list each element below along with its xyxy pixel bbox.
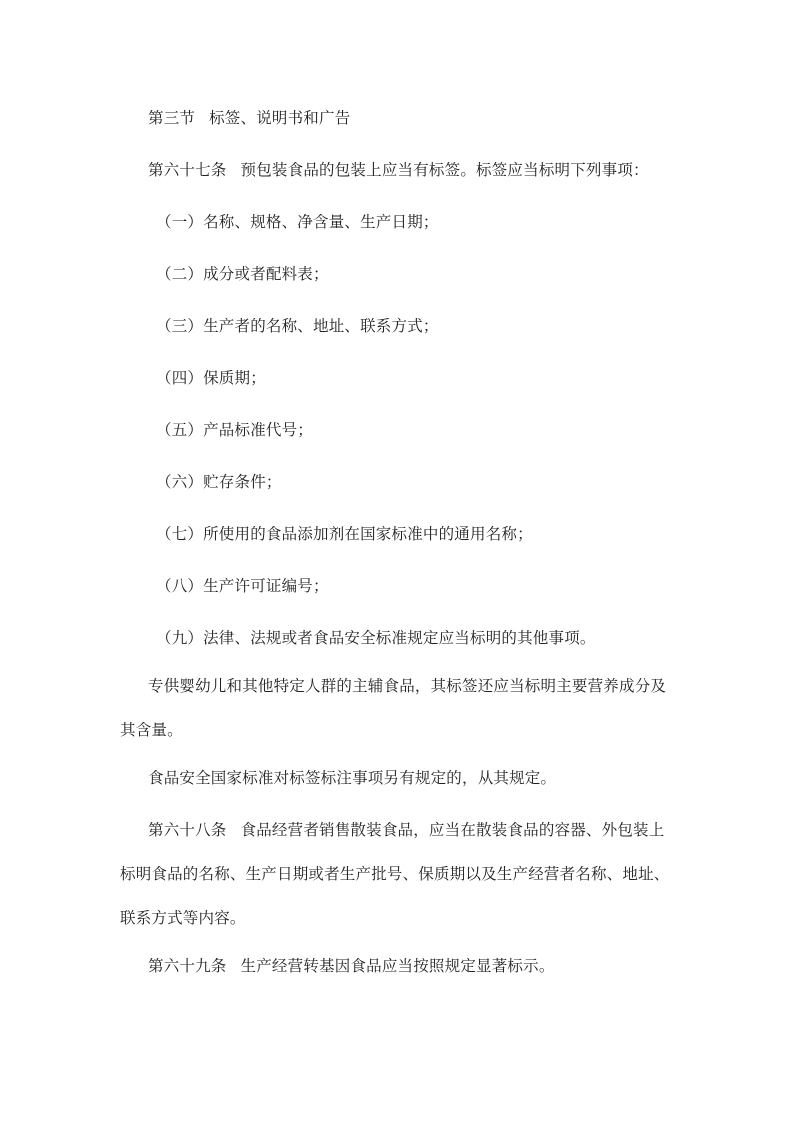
list-item-3: （三）生产者的名称、地址、联系方式； — [156, 317, 439, 335]
list-item-5: （五）产品标准代号； — [156, 421, 314, 439]
list-item-4: （四）保质期； — [156, 369, 266, 387]
section-number: 第三节 — [148, 109, 196, 127]
article-68-number: 第六十八条 — [148, 821, 227, 839]
article-68 — [120, 808, 680, 940]
article-69 — [120, 944, 680, 988]
article-69-number: 第六十九条 — [148, 957, 227, 975]
article-69-text: 生产经营转基因食品应当按照规定显著标示。 — [240, 957, 555, 975]
list-item-2: （二）成分或者配料表； — [156, 265, 329, 283]
list-item-8: （八）生产许可证编号； — [156, 577, 329, 595]
list-item-6: （六）贮存条件； — [156, 473, 282, 491]
section-title: 标签、说明书和广告 — [209, 109, 351, 127]
article-67-number: 第六十七条 — [148, 161, 227, 179]
paragraph-infant-food: 专供婴幼儿和其他特定人群的主辅食品，其标签还应当标明主要营养成分及其含量。 — [120, 677, 667, 739]
section-heading — [120, 96, 680, 140]
article-68-text: 食品经营者销售散装食品，应当在散装食品的容器、外包装上标明食品的名称、生产日期或者生产批号、保质期以及生产经营者名称、地址、联系方式等内容。 — [120, 821, 670, 927]
list-item-1: （一）名称、规格、净含量、生产日期； — [156, 213, 439, 231]
list-item-7: （七）所使用的食品添加剂在国家标准中的通用名称； — [156, 525, 533, 543]
article-67 — [120, 148, 680, 192]
article-67-text: 预包装食品的包装上应当有标签。标签应当标明下列事项： — [240, 161, 649, 179]
list-item-9: （九）法律、法规或者食品安全标准规定应当标明的其他事项。 — [156, 629, 596, 647]
paragraph-national-standard: 食品安全国家标准对标签标注事项另有规定的，从其规定。 — [148, 769, 557, 787]
